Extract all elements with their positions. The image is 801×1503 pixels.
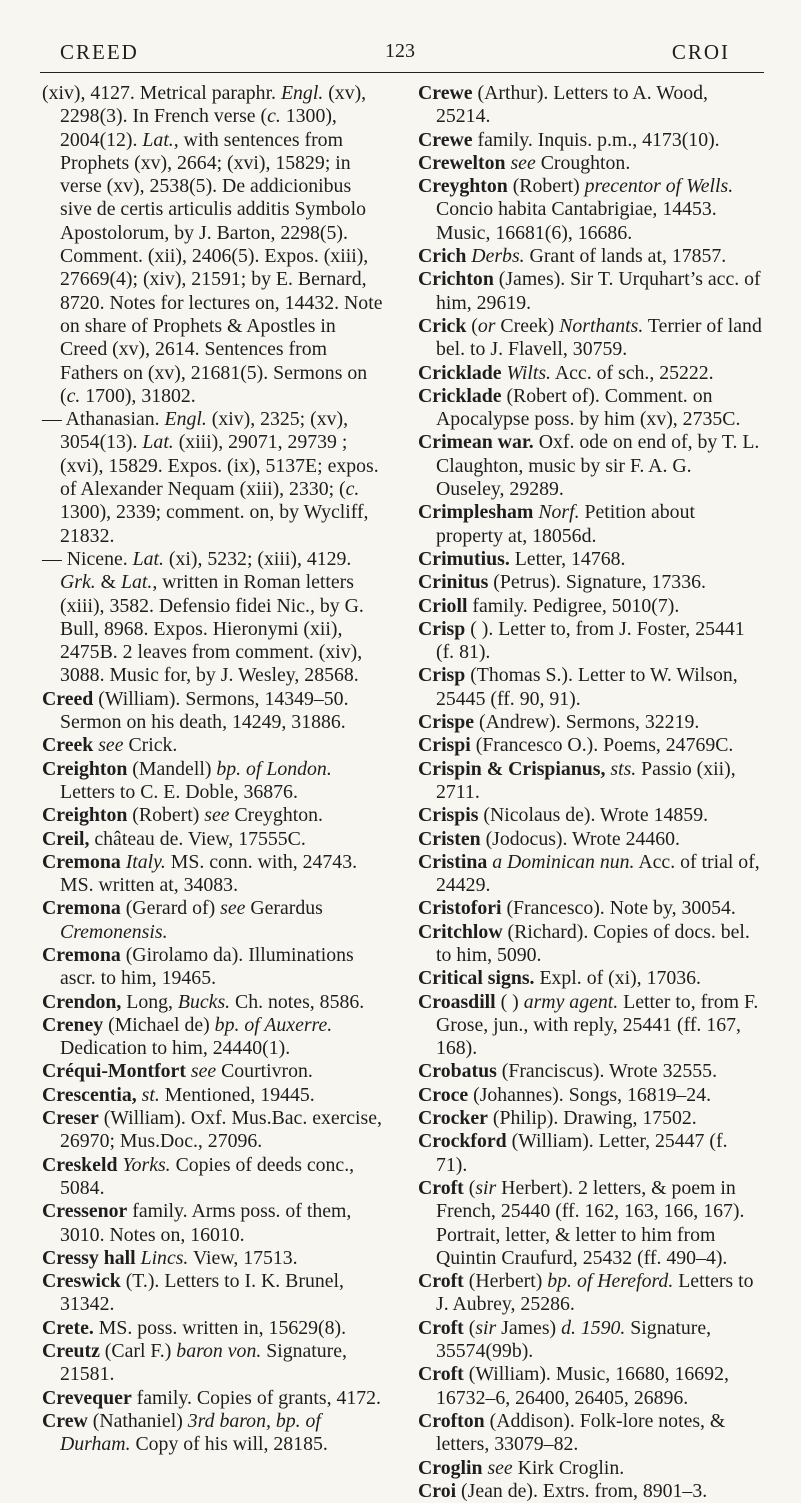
index-entry (418, 362, 762, 385)
entry-headword: Crick (418, 314, 467, 337)
index-entry (418, 1363, 762, 1410)
entry-text: st. (141, 1083, 160, 1106)
entry-text: ( ). Letter to, from J. Foster, 25441 (f. 81). (436, 617, 745, 664)
index-entry (42, 688, 383, 735)
index-entry (418, 734, 762, 757)
entry-text: ( (463, 1316, 476, 1339)
entry-text: see (220, 897, 246, 920)
entry-text: Cremonensis. (60, 920, 168, 943)
index-entry (42, 897, 383, 944)
entry-headword: Crispin & Crispianus, (418, 757, 606, 780)
entry-text: c. (267, 105, 281, 128)
index-entry (42, 1317, 383, 1340)
entry-text: Letter, 14768. (509, 547, 626, 570)
entry-text: Acc. of sch., 25222. (551, 361, 714, 384)
entry-text: Signature, 21581. (60, 1340, 347, 1386)
index-entry (42, 991, 383, 1014)
entry-headword: Crichton (418, 268, 494, 291)
entry-text: Bucks. (177, 990, 231, 1013)
entry-text: sir (475, 1316, 497, 1339)
entry-text: (Richard). Copies of docs. bel. to him, 5090. (436, 920, 750, 966)
entry-headword: Cremona (42, 943, 121, 966)
entry-text: Lat. (142, 431, 174, 454)
entry-text: Lat. (142, 128, 174, 151)
entry-text: Wilts. (506, 361, 551, 384)
entry-headword: Cricklade (418, 361, 502, 384)
entry-text: (Petrus). Signature, 17336. (488, 571, 706, 594)
entry-text: (Robert) (507, 175, 585, 198)
entry-text: ( (463, 1176, 476, 1199)
entry-text: Grant of lands at, 17857. (524, 245, 727, 268)
index-entry (418, 921, 762, 968)
index-entry (418, 268, 762, 315)
index-entry (418, 129, 762, 152)
entry-headword: Creser (42, 1107, 99, 1130)
entry-text: Yorks. (122, 1153, 171, 1176)
entry-text: (xiv), 2325; (xv), 3054(13). (60, 408, 349, 454)
entry-text: (Francesco). Note by, 30054. (501, 897, 736, 920)
entry-text: Concio habita Cantabrigiae, 14453. Music, 16681(6), 16686. (436, 198, 717, 244)
entry-text: (William). Oxf. Mus.Bac. exercise, 26970; Mus.Doc., 27096. (60, 1107, 382, 1153)
entry-text: MS. poss. written in, 15629(8). (93, 1316, 347, 1339)
index-entry (418, 804, 762, 827)
entry-text: Long, (121, 990, 178, 1013)
entry-headword: Croi (418, 1479, 457, 1502)
entry-headword: Creswick (42, 1270, 121, 1293)
index-entry (42, 734, 383, 757)
index-entry (42, 804, 383, 827)
entry-text: a Dominican nun. (492, 850, 635, 873)
entry-text: Norf. (538, 501, 580, 524)
entry-text: (Carl F.) (99, 1340, 177, 1363)
entry-text: James) (496, 1316, 562, 1339)
entry-headword: Creskeld (42, 1153, 118, 1176)
header-right-word: CROI (671, 40, 730, 64)
entry-text: Copies of deeds conc., 5084. (60, 1153, 355, 1199)
index-entry (418, 548, 762, 571)
entry-text: precentor of Wells. (584, 175, 734, 198)
index-entry (42, 828, 383, 851)
index-entry (42, 1154, 383, 1201)
entry-text: baron von. (176, 1340, 262, 1363)
index-entry (418, 315, 762, 362)
entry-headword: Crewelton (418, 151, 506, 174)
entry-text: Northants. (559, 314, 644, 337)
entry-headword: Croft (418, 1270, 464, 1293)
entry-text: (Franciscus). Wrote 32555. (496, 1060, 718, 1083)
entry-text: & (95, 571, 121, 594)
entry-headword: Crewe (418, 128, 473, 151)
entry-text: — Nicene. (42, 547, 133, 570)
entry-headword: Critical signs. (418, 967, 535, 990)
entry-headword: Creney (42, 1013, 104, 1036)
index-entry (418, 1084, 762, 1107)
entry-headword: Cristen (418, 827, 481, 850)
entry-headword: Cressy hall (42, 1246, 136, 1269)
entry-headword: Creighton (42, 804, 128, 827)
entry-headword: Crevequer (42, 1386, 132, 1409)
header-rule (40, 72, 764, 73)
entry-headword: Croft (418, 1176, 464, 1199)
index-entry (418, 711, 762, 734)
index-entry (418, 991, 762, 1061)
entry-text: Expl. of (xi), 17036. (534, 967, 701, 990)
entry-headword: Crete. (42, 1316, 94, 1339)
entry-headword: Crobatus (418, 1060, 497, 1083)
entry-text: , written in Roman letters (xiii), 3582. Defensio fidei Nic., by G. Bull, 8968. Expos. Hieronymi (xii), 2475B. 2 leaves from comment. (xiv), 3088. Music for, by J. Wesley, 28568. (60, 571, 364, 687)
index-entry (418, 1410, 762, 1457)
entry-headword: Cremona (42, 850, 121, 873)
entry-text: (Gerard of) (120, 897, 221, 920)
entry-text: Letters to J. Aubrey, 25286. (436, 1270, 754, 1316)
entry-headword: Crewe (418, 82, 473, 104)
entry-text: Dedication to him, 24440(1). (60, 1037, 291, 1060)
left-column (42, 82, 383, 1457)
entry-headword: Crich (418, 245, 467, 268)
entry-text: c. (66, 384, 81, 407)
entry-text: bp. of Hereford. (547, 1270, 674, 1293)
entry-text: (Girolamo da). Illuminations ascr. to him, 19465. (60, 943, 354, 990)
entry-headword: Cristina (418, 850, 488, 873)
entry-text: Gerardus (245, 897, 323, 920)
index-entry (42, 1060, 383, 1083)
entry-text: Derbs. (471, 245, 525, 268)
entry-text: Kirk Croglin. (512, 1456, 625, 1479)
entry-text: Herbert). 2 letters, & poem in French, 25440 (ff. 162, 163, 166, 167). Portrait, letter, & letter to him from Quintin Craufurd, 25432 (ff. 490–4). (436, 1176, 745, 1269)
index-entry (42, 548, 383, 688)
entry-headword: Creighton (42, 757, 128, 780)
index-entry (418, 152, 762, 175)
index-entry (418, 1317, 762, 1364)
entry-text: Petition about property at, 18056d. (436, 501, 695, 547)
entry-headword: Crinitus (418, 571, 489, 594)
entry-text: Ch. notes, 8586. (230, 990, 365, 1013)
entry-text: 3rd baron, bp. of Durham. (60, 1409, 321, 1456)
entry-headword: Crispe (418, 711, 475, 734)
index-entry (42, 1387, 383, 1410)
entry-text: (William). Music, 16680, 16692, 16732–6, 26400, 26405, 26896. (436, 1363, 729, 1409)
entry-text: (James). Sir T. Urquhart’s acc. of him, 29619. (436, 268, 761, 314)
entry-headword: Crocker (418, 1107, 488, 1130)
entry-text: family. Copies of grants, 4172. (131, 1386, 381, 1409)
entry-text: (xi), 5232; (xiii), 4129. (163, 547, 352, 570)
index-entry (42, 1014, 383, 1061)
entry-text: Courtivron. (216, 1060, 313, 1083)
entry-text: 1300), 2004(12). (60, 105, 337, 151)
index-entry (42, 1247, 383, 1270)
entry-text: (xiv), 4127. Metrical paraphr. (42, 82, 281, 104)
entry-text: see (204, 804, 230, 827)
entry-text: bp. of London. (216, 757, 332, 780)
entry-text: MS. conn. with, 24743. MS. written at, 34083. (60, 850, 358, 897)
index-entry (418, 571, 762, 594)
page-number: 123 (385, 40, 415, 62)
index-entry (418, 828, 762, 851)
entry-text: (Robert) (127, 804, 205, 827)
entry-text: 1300), 2339; comment. on, by Wycliff, 21832. (60, 501, 369, 547)
entry-text: see (487, 1456, 513, 1479)
entry-text: Grk. (60, 571, 96, 594)
entry-headword: Critchlow (418, 920, 503, 943)
entry-text: Letter to, from F. Grose, jun., with reply, 25441 (ff. 167, 168). (436, 990, 759, 1060)
entry-text: army agent. (523, 990, 619, 1013)
entry-text: Acc. of trial of, 24429. (436, 850, 760, 897)
entry-headword: Croce (418, 1083, 469, 1106)
index-entry (418, 385, 762, 432)
entry-text: château de. View, 17555C. (89, 827, 306, 850)
index-entry (418, 245, 762, 268)
index-entry (42, 944, 383, 991)
entry-text: (Herbert) (463, 1270, 548, 1293)
entry-text: (Nathaniel) (87, 1409, 188, 1432)
index-entry (418, 1130, 762, 1177)
entry-headword: Crew (42, 1409, 88, 1432)
entry-text: bp. of Auxerre. (214, 1013, 333, 1036)
page-header (40, 40, 760, 70)
entry-headword: Crisp (418, 664, 466, 687)
index-entry (418, 1457, 762, 1480)
entry-text: Lincs. (140, 1246, 189, 1269)
entry-text: see (510, 151, 536, 174)
entry-text: Passio (xii), 2711. (436, 757, 736, 803)
header-left-word: CREED (60, 40, 139, 64)
entry-text: (Francesco O.). Poems, 24769C. (470, 734, 734, 757)
entry-text: Engl. (164, 408, 207, 431)
entry-headword: Crispis (418, 804, 479, 827)
entry-headword: Croasdill (418, 990, 496, 1013)
entry-text: (Nicolaus de). Wrote 14859. (478, 804, 709, 827)
entry-headword: Cristofori (418, 897, 502, 920)
index-entry (418, 82, 762, 129)
index-entry (418, 501, 762, 548)
entry-text: family. Pedigree, 5010(7). (467, 594, 680, 617)
index-entry (418, 1177, 762, 1270)
entry-text: ( (466, 314, 478, 337)
index-entry (418, 664, 762, 711)
index-entry (42, 1200, 383, 1247)
entry-text: (Jodocus). Wrote 24460. (480, 827, 681, 850)
index-entry (418, 618, 762, 665)
entry-text: (Arthur). Letters to A. Wood, 25214. (436, 82, 708, 128)
entry-headword: Créqui-Montfort (42, 1060, 186, 1083)
entry-headword: Crendon, (42, 990, 122, 1013)
index-entry (418, 851, 762, 898)
entry-text: (Andrew). Sermons, 32219. (474, 711, 700, 734)
entry-text: Mentioned, 19445. (159, 1083, 315, 1106)
entry-text: family. Inquis. p.m., 4173(10). (472, 128, 720, 151)
entry-headword: Creyghton (418, 175, 508, 198)
entry-headword: Crescentia, (42, 1083, 137, 1106)
index-entry (42, 1084, 383, 1107)
entry-headword: Crispi (418, 734, 471, 757)
entry-text: (Thomas S.). Letter to W. Wilson, 25445 (ff. 90, 91). (436, 664, 738, 710)
entry-text: or (477, 314, 496, 337)
entry-text: d. 1590. (561, 1316, 626, 1339)
entry-text: family. Arms poss. of them, 3010. Notes on, 16010. (60, 1200, 352, 1246)
entry-text: Oxf. ode on end of, by T. L. Claughton, music by sir F. A. G. Ouseley, 29289. (436, 431, 760, 501)
entry-headword: Croft (418, 1363, 464, 1386)
entry-text: (xiii), 29071, 29739 ; (xvi), 15829. Expos. (ix), 5137E; expos. of Alexander Nequam (xiii), 2330; ( (60, 431, 379, 501)
entry-text: (Jean de). Extrs. from, 8901–3. (456, 1479, 708, 1502)
entry-text: (Robert of). Comment. on Apocalypse poss. by him (xv), 2735C. (436, 384, 741, 431)
index-entry (418, 897, 762, 920)
entry-text: Terrier of land bel. to J. Flavell, 30759. (436, 314, 762, 361)
entry-text: Lat. (132, 547, 164, 570)
entry-text: (William). Sermons, 14349–50. Sermon on his death, 14249, 31886. (60, 687, 349, 734)
entry-text: sir (475, 1176, 497, 1199)
entry-headword: Crofton (418, 1409, 485, 1432)
index-entry (42, 758, 383, 805)
entry-text: Copy of his will, 28185. (130, 1433, 328, 1456)
entry-text: c. (345, 478, 360, 501)
index-entry (42, 1270, 383, 1317)
entry-headword: Crioll (418, 594, 468, 617)
entry-text: — Athanasian. (42, 408, 165, 431)
entry-text: Creyghton. (229, 804, 323, 827)
entry-text: Italy. (125, 850, 166, 873)
entry-text: Letters to C. E. Doble, 36876. (60, 780, 298, 803)
index-entry (418, 431, 762, 501)
entry-headword: Croft (418, 1316, 464, 1339)
entry-text: View, 17513. (188, 1246, 298, 1269)
index-entry (418, 758, 762, 805)
entry-text: see (190, 1060, 217, 1083)
entry-text: (xv), 2298(3). In French verse ( (60, 82, 367, 128)
index-entry (418, 967, 762, 990)
entry-headword: Crockford (418, 1130, 507, 1153)
entry-text: (Michael de) (103, 1013, 215, 1036)
index-entry (42, 1410, 383, 1457)
entry-text: Croughton. (535, 151, 631, 174)
index-entry (42, 82, 383, 408)
entry-headword: Creutz (42, 1340, 100, 1363)
index-entry (418, 175, 762, 245)
entry-headword: Croglin (418, 1456, 483, 1479)
entry-headword: Cricklade (418, 384, 502, 407)
entry-headword: Creil, (42, 827, 90, 850)
entry-headword: Crimean war. (418, 431, 534, 454)
index-entry (42, 1340, 383, 1387)
entry-text: (Johannes). Songs, 16819–24. (468, 1083, 712, 1106)
entry-text: (Addison). Folk-lore notes, & letters, 33079–82. (436, 1409, 726, 1456)
entry-text: Signature, 35574(99b). (436, 1316, 712, 1363)
index-entry (418, 1270, 762, 1317)
entry-headword: Crimplesham (418, 501, 534, 524)
entry-text: sts. (610, 757, 637, 780)
right-column (418, 82, 762, 1503)
entry-text: see (98, 734, 124, 757)
index-entry (42, 1107, 383, 1154)
index-entry (42, 408, 383, 548)
entry-text: 1700), 31802. (80, 384, 196, 407)
entry-text: Lat. (121, 571, 153, 594)
entry-text: Crick. (123, 734, 178, 757)
entry-text: , with sentences from Prophets (xv), 2664; (xvi), 15829; in verse (xv), 2538(5). De addicionibus sive de certis articulis additis Symbolo Apostolorum, by J. Barton, 2298(5). Comment. (xii), 2406(5). Expos. (xiii), 27669(4); (xiv), 21591; by E. Bernard, 8720. Notes for lectures on, 14432. Note on share of Prophets & Apostles in Creed (xv), 2614. Sentences from Fathers on (xv), 21681(5). Sermons on ( (60, 128, 383, 407)
entry-text: (William). Letter, 25447 (f. 71). (436, 1130, 728, 1176)
index-entry (42, 851, 383, 898)
entry-text: (Philip). Drawing, 17502. (487, 1107, 697, 1130)
index-entry (418, 1480, 762, 1503)
entry-headword: Crisp (418, 617, 466, 640)
index-entry (418, 1060, 762, 1083)
entry-headword: Cressenor (42, 1200, 128, 1223)
entry-text: (T.). Letters to I. K. Brunel, 31342. (60, 1270, 344, 1316)
entry-headword: Crimutius. (418, 547, 510, 570)
entry-text: Engl. (280, 82, 324, 104)
index-entry (418, 1107, 762, 1130)
entry-text: (Mandell) (127, 757, 217, 780)
index-entry (418, 595, 762, 618)
entry-headword: Cremona (42, 897, 121, 920)
entry-headword: Creed (42, 687, 94, 710)
entry-text: Creek) (495, 314, 560, 337)
entry-text: ( ) (495, 990, 524, 1013)
entry-headword: Creek (42, 734, 94, 757)
